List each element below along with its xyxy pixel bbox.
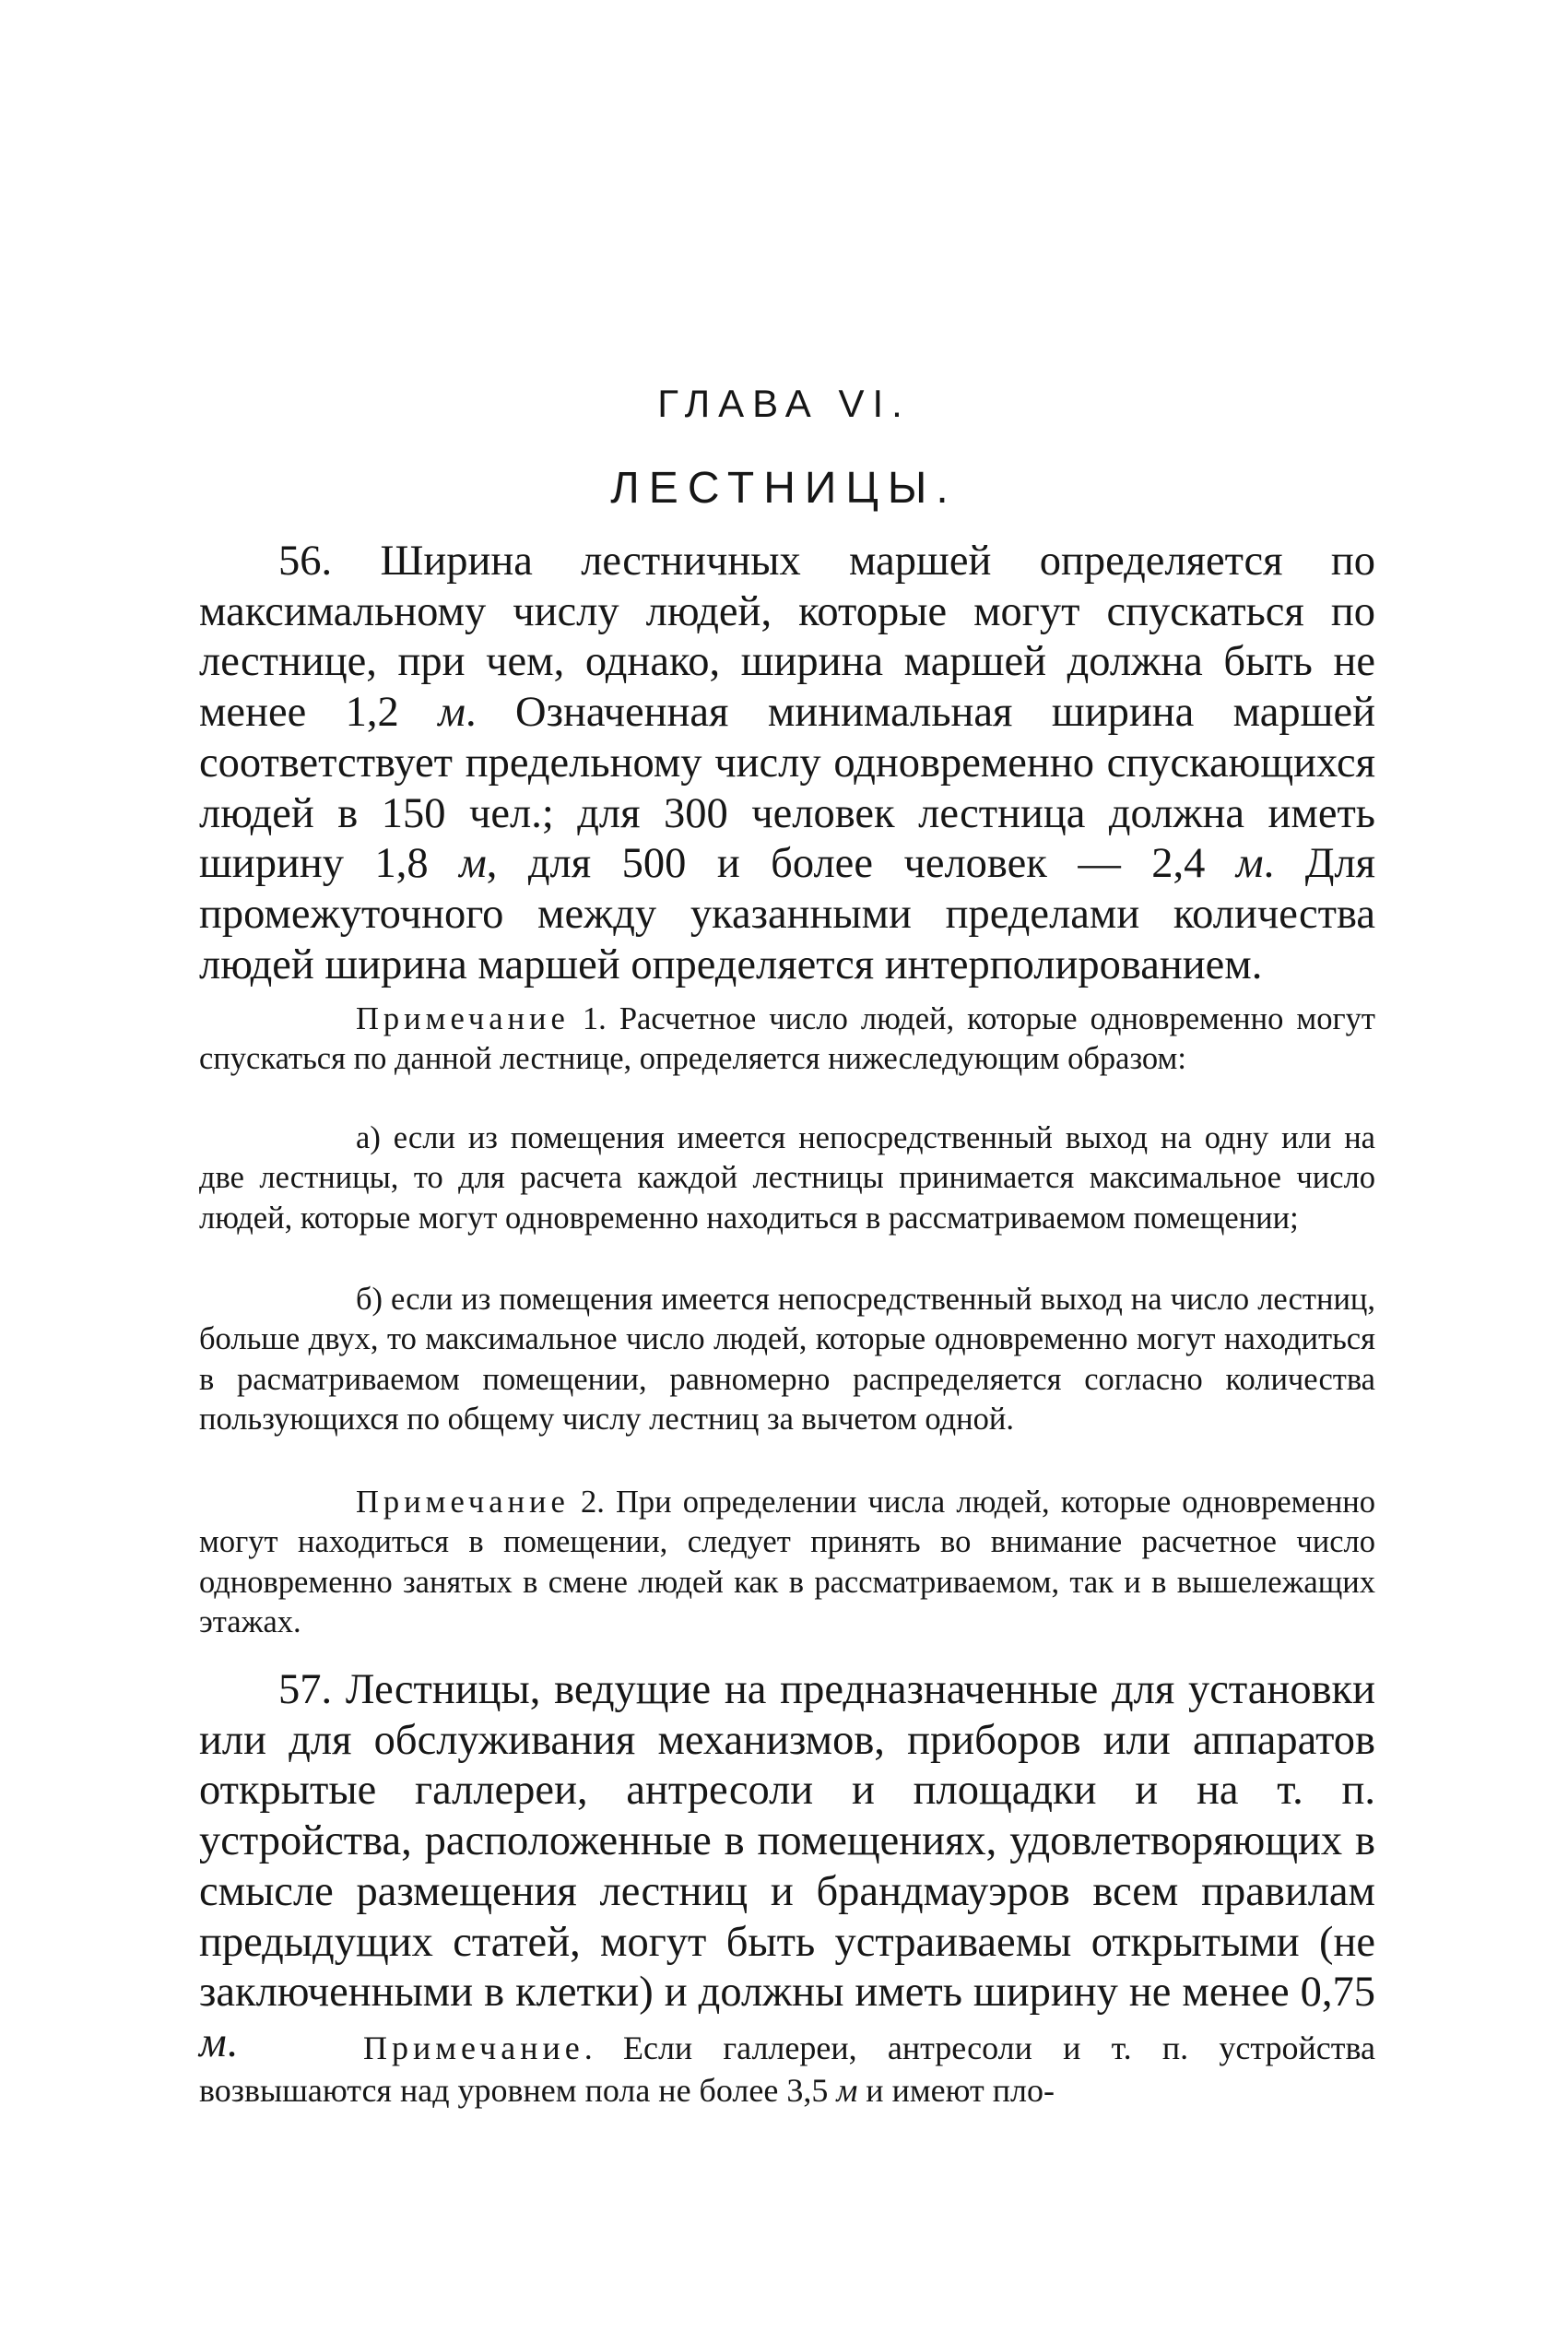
unit-meter: м (459, 840, 487, 888)
note-3-text-2: и имеют пло- (857, 2072, 1055, 2109)
note-3-label: Примечание (363, 2029, 584, 2066)
section-56-text-2: . Означенная минимальная ширина маршей соответствует предельному числу одновременно спускающихся людей в 150 чел.; для 300 человек лестница должна иметь ширину 1,8 (199, 689, 1376, 888)
note-2-label: Примечание (356, 1485, 570, 1520)
section-57-paragraph (199, 1665, 1375, 2069)
unit-meter: м (438, 689, 466, 737)
note-1-item-b: б) если из помещения имеется непосредственный выход на число лестниц, больше двух, то максимальное число людей, которые одновременно могут находиться в расматриваемом помещении, равномерно распределяется согласно количества пользующихся по общему числу лестниц за вычетом одной. (199, 1282, 1375, 1438)
section-56-number: 56. (278, 538, 333, 585)
section-57-text-2: . (226, 2018, 238, 2066)
unit-meter: м (199, 2018, 227, 2066)
note-3-text-1: . Если галлереи, антресоли и т. п. устройства возвышаются над уровнем пола не более 3,5 (199, 2029, 1375, 2109)
note-2 (199, 1483, 1375, 1643)
section-57-number: 57. (278, 1666, 333, 1713)
note-3 (199, 2027, 1375, 2112)
note-1-item-a: а) если из помещения имеется непосредственный выход на одну или на две лестницы, то для расчета каждой лестницы принимается максимальное число людей, которые могут одновременно находиться в рассматриваемом помещении; (199, 1120, 1375, 1236)
note-2-text: 2. При определении числа людей, которые одновременно могут находиться в помещении, следует принять во внимание расчетное число одновременно занятых в смене людей как в рассматриваемом, так и в вышележащих этажах. (199, 1485, 1375, 1640)
section-57-text-1: Лестницы, ведущие на предназначенные для установки или для обслуживания механизмов, приборов или аппаратов открытые галлереи, антресоли и площадки и на т. п. устройства, расположенные в помещениях, удовлетворяющих в смысле размещения лестниц и брандмауэров всем правилам предыдущих статей, могут быть устраиваемы открытыми (не заключенными в клетки) и должны иметь ширину не менее 0,75 (199, 1666, 1376, 2017)
section-56-text-4: . Для промежуточного между указанными пределами количества людей ширина маршей определяется интерполированием. (199, 840, 1376, 988)
note-1 (199, 1000, 1375, 1080)
section-56-text-3: , для 500 и более человек — 2,4 (486, 840, 1206, 888)
section-56-text-1: Ширина лестничных маршей определяется по максимальному числу людей, которые могут спускаться по лестнице, при чем, однако, ширина маршей должна быть не менее 1,2 (199, 538, 1376, 737)
note-1-label: Примечание (356, 1001, 570, 1036)
note-1-text: 1. Расчетное число людей, которые одновременно могут спускаться по данной лестнице, определяется нижеследующим образом: (199, 1001, 1375, 1077)
unit-meter: м (1235, 840, 1264, 888)
section-56-paragraph (199, 537, 1375, 990)
unit-meter: м (836, 2072, 858, 2109)
chapter-number: ГЛАВА VI. (657, 382, 911, 425)
chapter-title: ЛЕСТНИЦЫ. (610, 464, 958, 513)
